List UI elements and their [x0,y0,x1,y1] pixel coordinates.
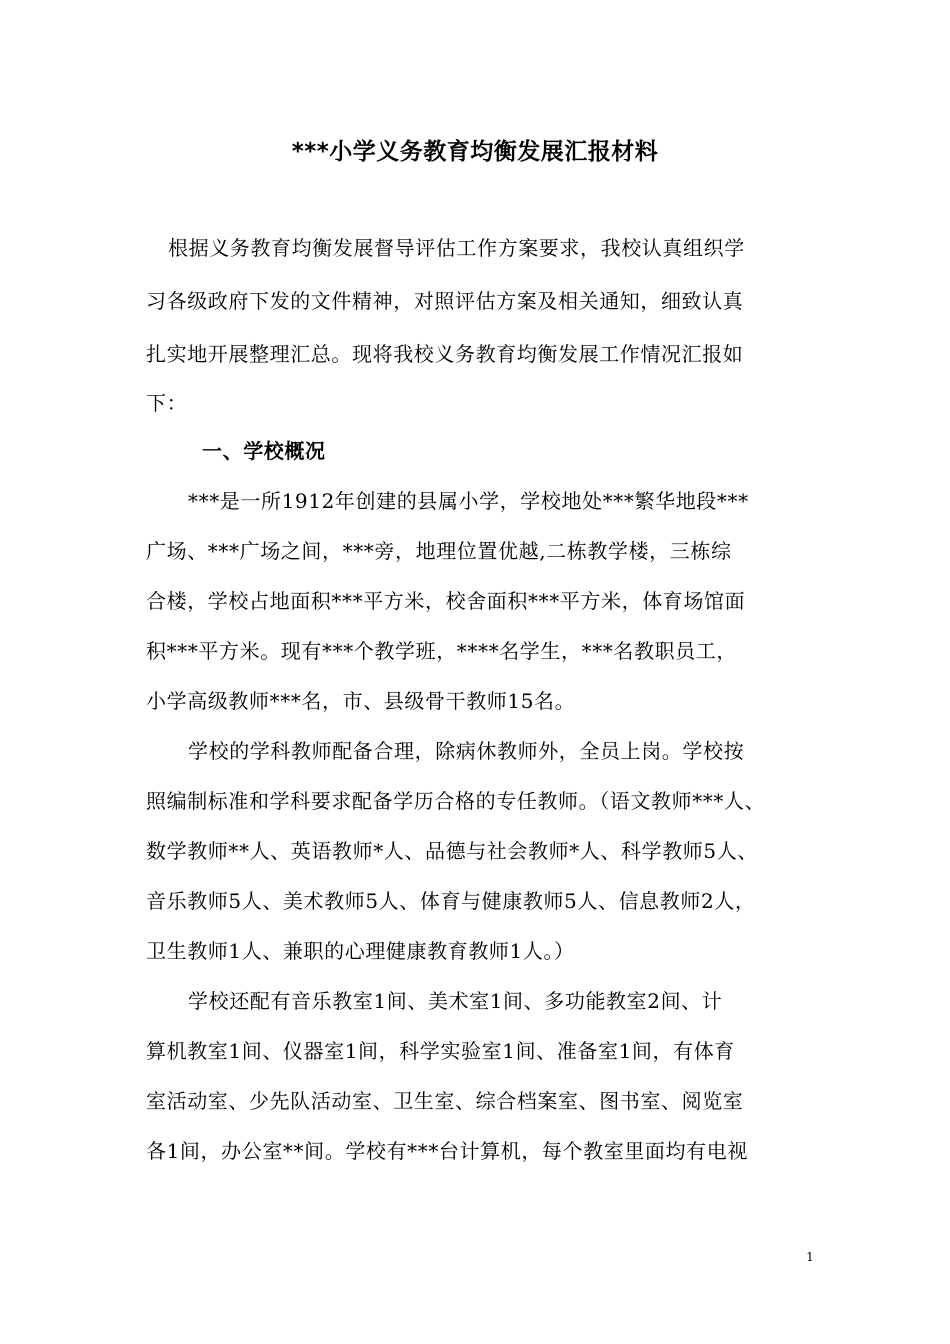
paragraph-line: 扎实地开展整理汇总。现将我校义务教育均衡发展工作情况汇报如 [146,342,744,366]
paragraph-line: 小学高级教师***名，市、县级骨干教师15名。 [146,689,576,713]
paragraph-line: 音乐教师5人、美术教师5人、体育与健康教师5人、信息教师2人， [146,889,756,913]
paragraph-line: 合楼，学校占地面积***平方米，校舍面积***平方米，体育场馆面 [146,589,746,613]
paragraph-line: 学校还配有音乐教室1间、美术室1间、多功能教室2间、计 [188,989,723,1013]
paragraph-line: 算机教室1间、仪器室1间，科学实验室1间、准备室1间，有体育 [146,1039,735,1063]
paragraph-line: 下： [146,391,188,415]
paragraph-line: 卫生教师1人、兼职的心理健康教育教师1人。） [146,939,575,963]
paragraph-line: 学校的学科教师配备合理，除病休教师外，全员上岗。学校按 [188,739,745,763]
paragraph-line: 各1间，办公室**间。学校有***台计算机，每个教室里面均有电视 [146,1139,748,1163]
document-title: ***小学义务教育均衡发展汇报材料 [291,139,659,165]
paragraph-line: 习各级政府下发的文件精神，对照评估方案及相关通知，细致认真 [146,289,744,313]
page-number: 1 [806,1250,814,1264]
paragraph-line: 室活动室、少先队活动室、卫生室、综合档案室、图书室、阅览室 [146,1089,744,1113]
paragraph-line: 照编制标准和学科要求配备学历合格的专任教师。（语文教师***人、 [146,789,766,813]
section-heading: 一、学校概况 [202,439,326,463]
paragraph-line: 积***平方米。现有***个教学班，****名学生，***名教职员工， [146,639,737,663]
paragraph-line: ***是一所1912年创建的县属小学，学校地处***繁华地段*** [188,489,749,513]
paragraph-line: 数学教师**人、英语教师*人、品德与社会教师*人、科学教师5人、 [146,839,758,863]
paragraph-line: 根据义务教育均衡发展督导评估工作方案要求，我校认真组织学 [168,236,745,260]
paragraph-line: 广场、***广场之间，***旁，地理位置优越,二栋教学楼，三栋综 [146,539,732,563]
